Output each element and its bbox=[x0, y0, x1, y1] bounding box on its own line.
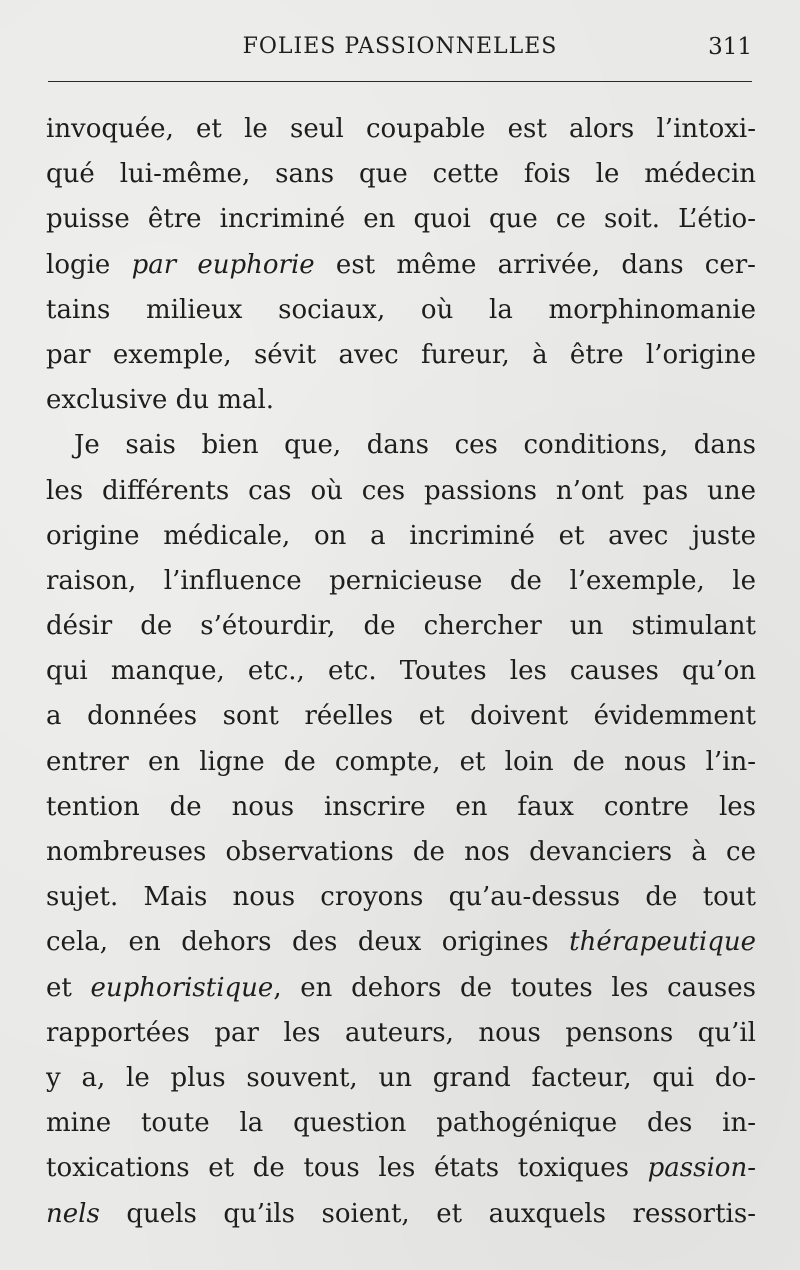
italic-text: passion- bbox=[647, 1153, 756, 1184]
text-line bbox=[46, 649, 756, 694]
text-line bbox=[46, 785, 756, 830]
text-line bbox=[46, 514, 756, 559]
text-line bbox=[46, 243, 756, 288]
text-run: puisse être incriminé en quoi que ce soit. L’étio- bbox=[46, 204, 756, 235]
text-run: quels qu’ils soient, et auxquels ressortis- bbox=[99, 1198, 756, 1229]
text-run: raison, l’influence pernicieuse de l’exemple, le bbox=[46, 565, 756, 596]
text-run: est même arrivée, dans cer- bbox=[314, 249, 756, 280]
text-line bbox=[46, 333, 756, 378]
text-line bbox=[46, 694, 756, 739]
text-run: rapportées par les auteurs, nous pensons qu’il bbox=[46, 1017, 756, 1048]
text-line bbox=[46, 740, 756, 785]
text-line bbox=[46, 288, 756, 333]
text-run: Je sais bien que, dans ces conditions, dans bbox=[74, 430, 756, 461]
text-run: entrer en ligne de compte, et loin de nous l’in- bbox=[46, 746, 756, 777]
header-rule bbox=[48, 81, 752, 82]
text-run: invoquée, et le seul coupable est alors l’intoxi- bbox=[46, 114, 756, 144]
text-line bbox=[46, 966, 756, 1011]
text-line bbox=[46, 423, 756, 468]
page-number: 311 bbox=[708, 34, 752, 60]
italic-text: nels bbox=[46, 1198, 100, 1229]
text-line bbox=[46, 604, 756, 649]
running-header bbox=[48, 34, 752, 74]
text-line bbox=[46, 1146, 756, 1191]
text-line bbox=[46, 875, 756, 920]
text-line bbox=[46, 107, 756, 152]
text-line bbox=[46, 152, 756, 197]
italic-text: par euphorie bbox=[131, 249, 315, 280]
text-line bbox=[46, 1192, 756, 1237]
text-run: y a, le plus souvent, un grand facteur, qui do- bbox=[46, 1062, 756, 1093]
text-line bbox=[46, 197, 756, 242]
text-run: les différents cas où ces passions n’ont pas une bbox=[46, 475, 756, 506]
text-run: tention de nous inscrire en faux contre les bbox=[46, 791, 756, 822]
text-line bbox=[46, 469, 756, 514]
text-run: cela, en dehors des deux origines bbox=[46, 927, 570, 958]
text-line bbox=[46, 1101, 756, 1146]
text-run: et bbox=[46, 972, 91, 1003]
text-line bbox=[46, 920, 756, 965]
text-line bbox=[46, 830, 756, 875]
text-run: nombreuses observations de nos devanciers à ce bbox=[46, 837, 756, 867]
running-title: FOLIES PASSIONNELLES bbox=[242, 34, 558, 59]
text-line bbox=[46, 1011, 756, 1056]
text-line bbox=[46, 378, 756, 423]
text-run: sujet. Mais nous croyons qu’au-dessus de tout bbox=[46, 882, 756, 913]
text-run: par exemple, sévit avec fureur, à être l’origine bbox=[46, 339, 756, 370]
italic-text: thérapeutique bbox=[569, 927, 756, 958]
text-run: exclusive du mal. bbox=[46, 385, 275, 416]
text-line bbox=[46, 559, 756, 604]
text-run: qué lui-même, sans que cette fois le médecin bbox=[46, 159, 756, 190]
text-run: , en dehors de toutes les causes bbox=[273, 972, 756, 1003]
text-run: origine médicale, on a incriminé et avec juste bbox=[46, 520, 756, 551]
text-run: a données sont réelles et doivent évidemment bbox=[46, 701, 756, 732]
body-text bbox=[46, 107, 756, 1237]
text-run: qui manque, etc., etc. Toutes les causes qu’on bbox=[46, 656, 756, 687]
text-run: tains milieux sociaux, où la morphinomanie bbox=[46, 294, 756, 325]
text-run: logie bbox=[46, 249, 132, 280]
italic-text: euphoristique bbox=[90, 972, 274, 1003]
text-run: toxications et de tous les états toxiques bbox=[46, 1153, 648, 1184]
text-run: désir de s’étourdir, de chercher un stimulant bbox=[46, 611, 756, 642]
text-run: mine toute la question pathogénique des in- bbox=[46, 1108, 756, 1139]
text-line bbox=[46, 1056, 756, 1101]
